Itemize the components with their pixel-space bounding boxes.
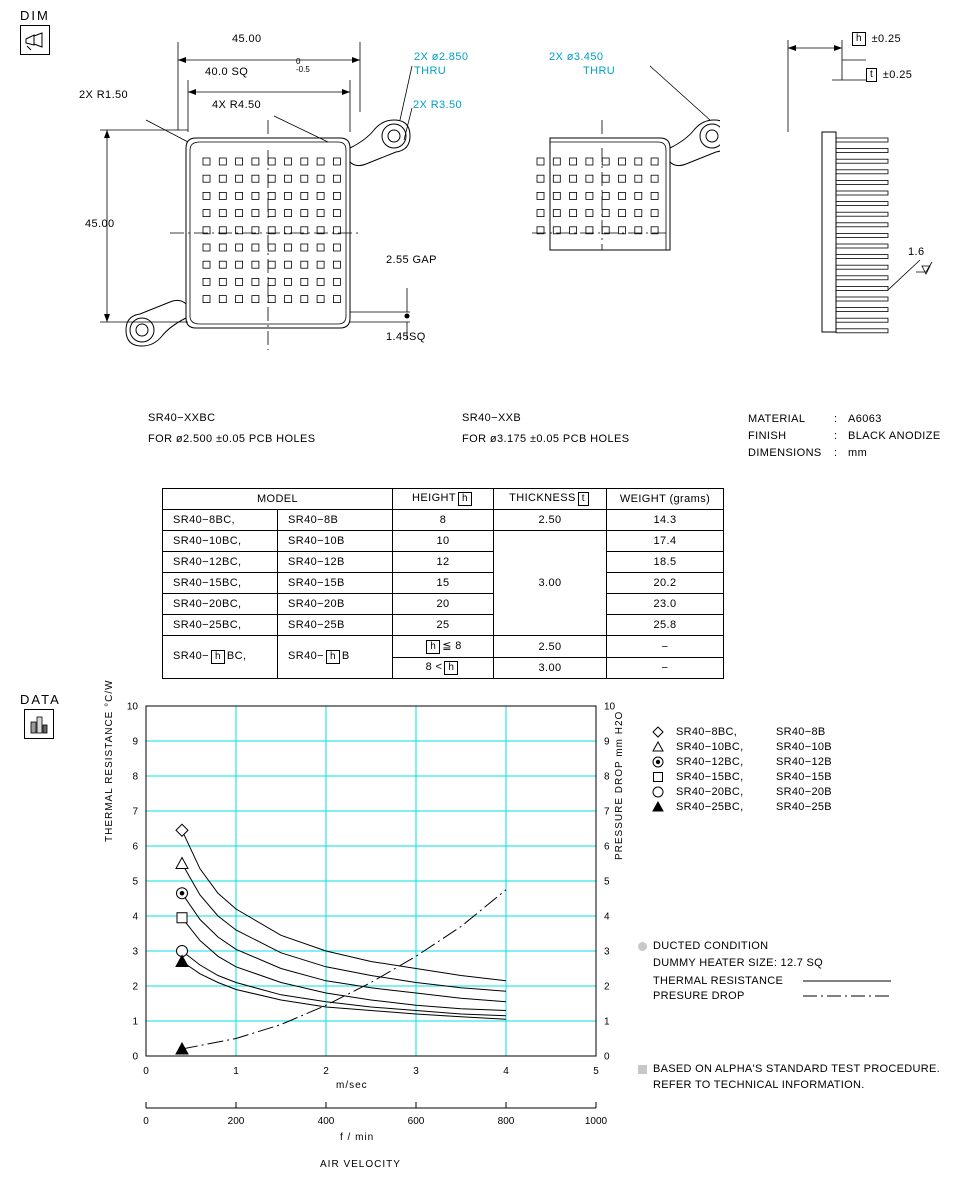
dimensions-key: DIMENSIONS [748, 447, 822, 459]
diamond-icon [652, 726, 670, 738]
svg-text:2: 2 [604, 981, 610, 993]
data-section-label: DATA [20, 692, 61, 707]
model-bc-variable-post: BC, [226, 650, 247, 662]
model-b: SR40−15B [278, 573, 393, 594]
svg-text:2: 2 [132, 981, 138, 993]
condition-1-post: ≦ 8 [442, 640, 462, 652]
chart-footer-notes [638, 1063, 940, 1094]
dimensions-sep: : [834, 447, 838, 459]
thickness-value-mid: 3.00 [494, 531, 607, 636]
condition-2-symbol: h [444, 661, 458, 675]
chart-xlabel-msec: m/sec [336, 1080, 368, 1091]
note-sq: 1.45SQ [386, 331, 426, 343]
svg-text:0: 0 [143, 1116, 149, 1127]
model-b: SR40−12B [278, 552, 393, 573]
svg-text:5: 5 [132, 876, 138, 888]
dot-circle-icon [652, 756, 670, 768]
dim-section-icon-box [20, 25, 50, 55]
header-height-symbol: h [458, 492, 472, 506]
weight-value: 17.4 [607, 531, 724, 552]
table-row [163, 510, 724, 531]
table-row-variable-1 [163, 636, 724, 658]
svg-text:9: 9 [132, 736, 138, 748]
material-value: A6063 [848, 413, 882, 425]
svg-text:5: 5 [604, 876, 610, 888]
svg-text:7: 7 [132, 806, 138, 818]
legend-item [652, 726, 832, 738]
model-b: SR40−10B [278, 531, 393, 552]
height-tolerance: ±0.25 [871, 33, 902, 45]
svg-text:0: 0 [604, 1051, 610, 1063]
model-bc-variable-pre: SR40− [173, 650, 209, 662]
svg-text:6: 6 [604, 841, 610, 853]
weight-value: 14.3 [607, 510, 724, 531]
header-model: MODEL [163, 489, 393, 510]
thermal-resistance-label: THERMAL RESISTANCE [653, 975, 784, 987]
legend-label-bc: SR40−15BC, [676, 771, 744, 783]
table-row [163, 594, 724, 615]
svg-text:0: 0 [132, 1051, 138, 1063]
legend-label-bc: SR40−12BC, [676, 756, 744, 768]
model-bc-variable [163, 636, 278, 679]
svg-text:800: 800 [497, 1116, 515, 1127]
dim-45-left: 45.00 [85, 218, 115, 230]
svg-text:200: 200 [227, 1116, 245, 1127]
height-value: 25 [393, 615, 494, 636]
dim-section-label: DIM [20, 8, 50, 23]
table-row [163, 615, 724, 636]
pressure-drop-label: PRESURE DROP [653, 990, 745, 1002]
table-row [163, 531, 724, 552]
table-row [163, 573, 724, 594]
svg-text:9: 9 [604, 736, 610, 748]
svg-text:6: 6 [132, 841, 138, 853]
svg-text:4: 4 [604, 911, 610, 923]
spec-table [162, 488, 724, 679]
svg-text:1: 1 [604, 1016, 610, 1028]
pressure-drop-key [653, 990, 893, 1002]
solid-triangle-icon [652, 801, 670, 813]
svg-text:600: 600 [407, 1116, 425, 1127]
model-bc: SR40−12BC, [163, 552, 278, 573]
material-block [748, 413, 941, 459]
legend-label-b: SR40−8B [776, 726, 826, 738]
legend-label-b: SR40−25B [776, 801, 832, 813]
svg-text:1: 1 [233, 1066, 239, 1077]
part-note-left-title: SR40−XXBC [148, 412, 216, 424]
chart-xlabel-fmin: f / min [340, 1132, 375, 1143]
weight-value: 20.2 [607, 573, 724, 594]
weight-value: 25.8 [607, 615, 724, 636]
condition-1 [393, 636, 494, 658]
legend-label-b: SR40−10B [776, 741, 832, 753]
dim-40sq: 40.0 SQ [205, 66, 249, 78]
model-b-variable-symbol: h [326, 650, 340, 664]
model-bc: SR40−15BC, [163, 573, 278, 594]
legend-item [652, 756, 832, 768]
height-value: 10 [393, 531, 494, 552]
tol-minus: -0.5 [296, 65, 310, 74]
model-b-variable-post: B [341, 650, 350, 662]
dash-dot-line-sample [803, 991, 893, 1001]
svg-text:3: 3 [604, 946, 610, 958]
svg-text:7: 7 [604, 806, 610, 818]
note-r350: 2X R3.50 [413, 99, 463, 111]
legend-item [652, 741, 832, 753]
note-r150: 2X R1.50 [79, 89, 129, 101]
chart-ylabel-left: THERMAL RESISTANCE °C/W [104, 679, 115, 842]
legend-label-b: SR40−12B [776, 756, 832, 768]
header-thickness-symbol: t [578, 492, 589, 506]
model-bc-variable-symbol: h [211, 650, 225, 664]
header-height-label: HEIGHT [412, 492, 456, 504]
condition-1-thickness: 2.50 [494, 636, 607, 658]
condition-2-thickness: 3.00 [494, 658, 607, 679]
thickness-value-top: 2.50 [494, 510, 607, 531]
note-hole-3450: 2X ø3.450 [549, 51, 604, 63]
thickness-symbol: t [866, 68, 877, 82]
finish-sep: : [834, 430, 838, 442]
condition-1-symbol: h [426, 640, 440, 654]
model-b: SR40−25B [278, 615, 393, 636]
part-note-left-sub: FOR ø2.500 ±0.05 PCB HOLES [148, 433, 316, 445]
material-sep: : [834, 413, 838, 425]
header-weight: WEIGHT (grams) [607, 489, 724, 510]
header-thickness [494, 489, 607, 510]
data-section-icon-box [24, 709, 54, 739]
footer-note-1-text: BASED ON ALPHA'S STANDARD TEST PROCEDURE. [653, 1063, 941, 1075]
height-value: 20 [393, 594, 494, 615]
note-gap: 2.55 GAP [386, 254, 437, 266]
heater-size-note: DUMMY HEATER SIZE: 12.7 SQ [653, 957, 823, 969]
note-r450: 4X R4.50 [212, 99, 262, 111]
legend-label-b: SR40−15B [776, 771, 832, 783]
legend-item [652, 786, 832, 798]
model-bc: SR40−25BC, [163, 615, 278, 636]
ducted-condition-note [638, 940, 893, 952]
height-value: 8 [393, 510, 494, 531]
legend-label-bc: SR40−25BC, [676, 801, 744, 813]
svg-text:1000: 1000 [584, 1116, 608, 1127]
legend-label-bc: SR40−8BC, [676, 726, 738, 738]
performance-chart [100, 690, 620, 1170]
svg-text:4: 4 [503, 1066, 509, 1077]
part-note-right-sub: FOR ø3.175 ±0.05 PCB HOLES [462, 433, 630, 445]
part-note-right-title: SR40−XXB [462, 412, 522, 424]
chart-legend [652, 726, 832, 816]
model-b: SR40−20B [278, 594, 393, 615]
chart-xlabel-air-velocity: AIR VELOCITY [320, 1159, 401, 1170]
svg-text:3: 3 [413, 1066, 419, 1077]
condition-2-pre: 8 < [425, 661, 443, 673]
svg-text:8: 8 [132, 771, 138, 783]
height-symbol: h [852, 32, 866, 46]
gray-dot-icon [638, 942, 647, 951]
thickness-dim-callout [864, 68, 912, 82]
svg-text:8: 8 [604, 771, 610, 783]
legend-item [652, 771, 832, 783]
model-b: SR40−8B [278, 510, 393, 531]
legend-item [652, 801, 832, 813]
triangle-icon [652, 741, 670, 753]
svg-text:0: 0 [143, 1066, 149, 1077]
finish-key: FINISH [748, 430, 787, 442]
dim-40sq-tolerance [296, 58, 310, 74]
svg-text:3: 3 [132, 946, 138, 958]
table-row [163, 552, 724, 573]
ducted-condition-text: DUCTED CONDITION [653, 940, 769, 952]
finish-value: BLACK ANODIZE [848, 430, 941, 442]
svg-text:2: 2 [323, 1066, 329, 1077]
footer-note-2: REFER TO TECHNICAL INFORMATION. [653, 1079, 865, 1091]
part-note-left [148, 412, 315, 445]
dim-45-top: 45.00 [232, 33, 262, 45]
height-dim-callout [850, 32, 901, 46]
svg-text:4: 4 [132, 911, 138, 923]
chart-ylabel-right: PRESSURE DROP mm H2O [614, 710, 625, 860]
condition-1-weight: − [607, 636, 724, 658]
circle-icon [652, 786, 670, 798]
legend-label-bc: SR40−20BC, [676, 786, 744, 798]
note-hole-2850-thru: THRU [414, 65, 447, 77]
note-hole-2850: 2X ø2.850 [414, 51, 469, 63]
model-b-variable [278, 636, 393, 679]
material-key: MATERIAL [748, 413, 806, 425]
weight-value: 18.5 [607, 552, 724, 573]
gray-square-icon [638, 1065, 647, 1074]
tol-plus: 0 [296, 57, 301, 66]
model-bc: SR40−20BC, [163, 594, 278, 615]
svg-text:10: 10 [126, 701, 138, 713]
fin-spacing-note: 1.6 [908, 246, 925, 258]
svg-text:400: 400 [317, 1116, 335, 1127]
dim-drawing-second-view [520, 20, 720, 370]
header-height [393, 489, 494, 510]
svg-text:5: 5 [593, 1066, 599, 1077]
weight-value: 23.0 [607, 594, 724, 615]
model-bc: SR40−8BC, [163, 510, 278, 531]
dimensions-value: mm [848, 447, 868, 459]
part-note-right [462, 412, 629, 445]
thickness-tolerance: ±0.25 [882, 69, 913, 81]
model-b-variable-pre: SR40− [288, 650, 324, 662]
footer-note-1 [638, 1063, 940, 1075]
model-bc: SR40−10BC, [163, 531, 278, 552]
condition-2 [393, 658, 494, 679]
height-value: 12 [393, 552, 494, 573]
legend-label-bc: SR40−10BC, [676, 741, 744, 753]
legend-label-b: SR40−20B [776, 786, 832, 798]
note-hole-3450-thru: THRU [583, 65, 616, 77]
solid-line-sample [803, 976, 893, 986]
chart-notes [638, 940, 893, 1005]
table-header-row [163, 489, 724, 510]
condition-2-weight: − [607, 658, 724, 679]
thermal-resistance-key [653, 975, 893, 987]
height-value: 15 [393, 573, 494, 594]
svg-text:1: 1 [132, 1016, 138, 1028]
square-icon [652, 771, 670, 783]
header-thickness-label: THICKNESS [509, 492, 576, 504]
svg-text:10: 10 [604, 701, 616, 713]
